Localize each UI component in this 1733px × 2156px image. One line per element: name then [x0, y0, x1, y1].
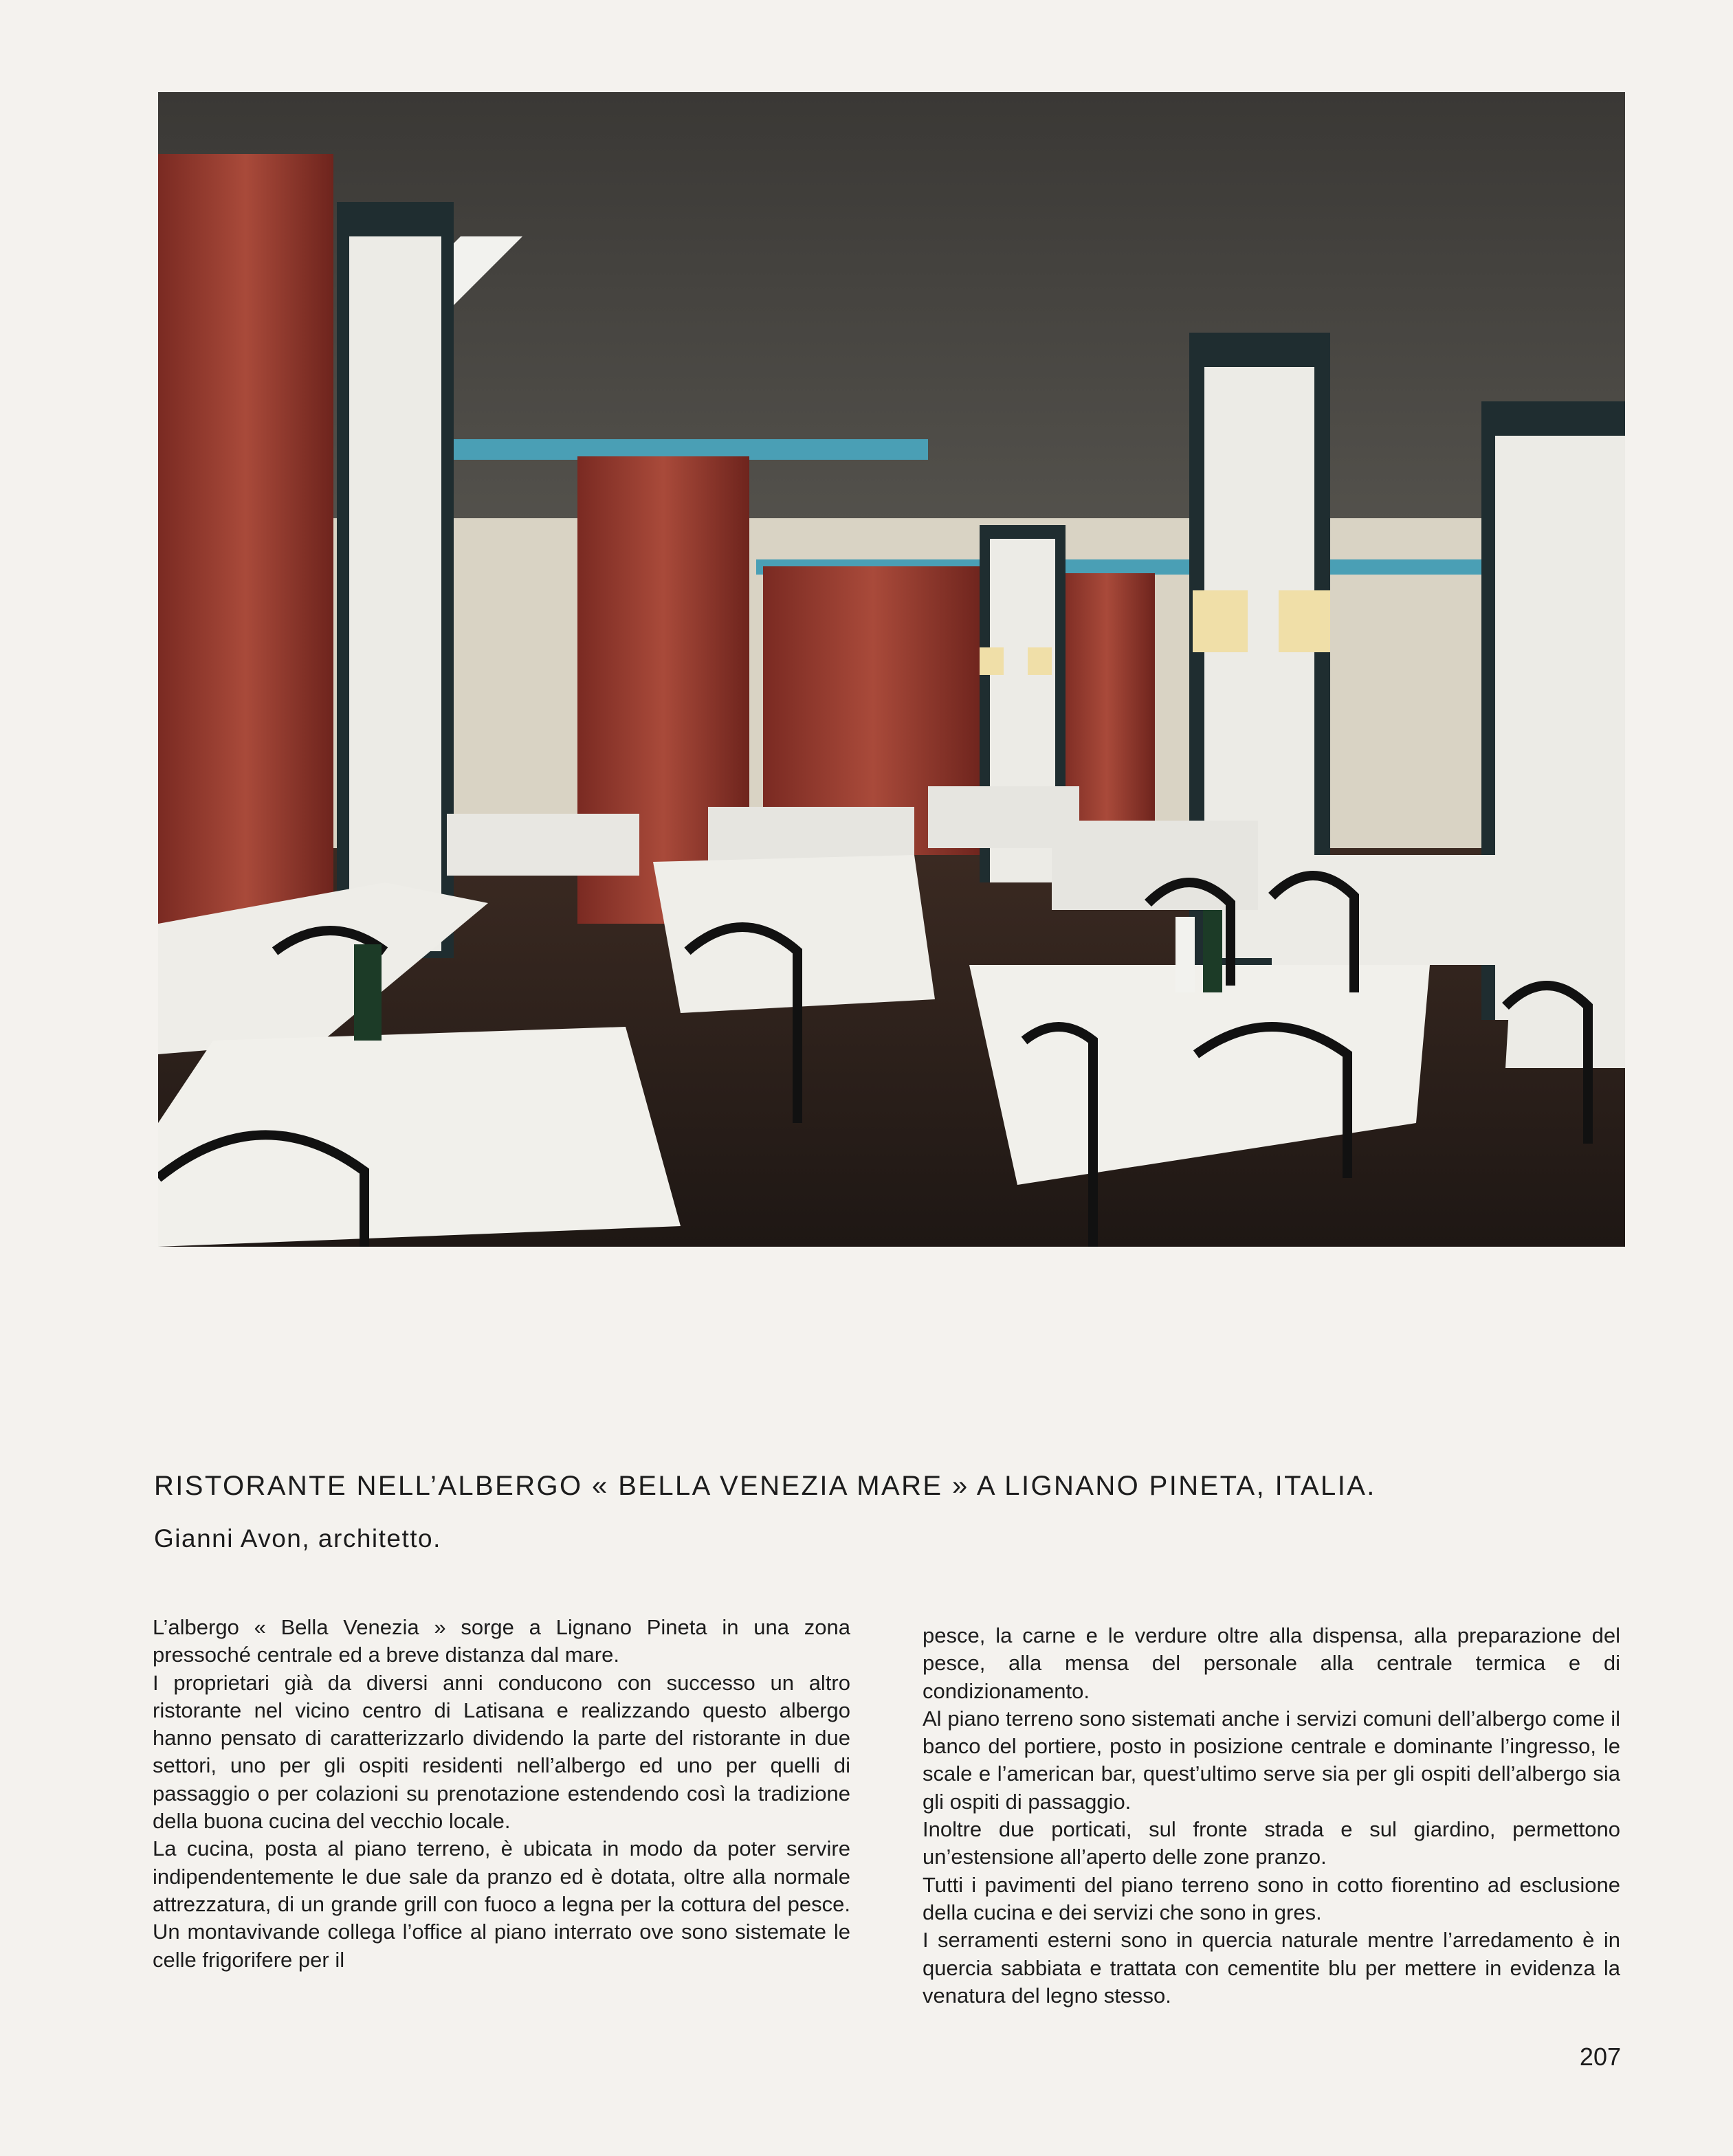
page-number: 207: [1579, 2043, 1621, 2071]
paragraph: La cucina, posta al piano terreno, è ubicata in modo da poter servire indipendentemente le due sale da pranzo ed è dotata, oltre alla normale attrezzatura, di un grande grill con fuoco a legna per la cottura del pesce. Un montavivande collega l’office al piano interrato ove sono sistemate le celle frigorifere per il: [153, 1836, 850, 1972]
restaurant-photo: [158, 92, 1625, 1247]
body-column-right: [923, 1622, 1620, 2010]
paragraph: pesce, la carne e le verdure oltre alla dispensa, alla preparazione del pesce, alla mensa del personale alla centrale termica e di condizionamento.: [923, 1623, 1620, 1703]
paragraph: Inoltre due porticati, sul fronte strada e sul giardino, permettono un’estensione all’aperto delle zone pranzo.: [923, 1817, 1620, 1869]
paragraph: L’albergo « Bella Venezia » sorge a Lignano Pineta in una zona pressoché centrale ed a breve distanza dal mare.: [153, 1615, 850, 1667]
body-column-left: [153, 1614, 850, 1974]
caption-author: Gianni Avon, architetto.: [154, 1524, 441, 1553]
paragraph: I serramenti esterni sono in quercia naturale mentre l’arredamento è in quercia sabbiata e trattata con cementite blu per mettere in evidenza la venatura del legno stesso.: [923, 1928, 1620, 2008]
caption-title: RISTORANTE NELL’ALBERGO « BELLA VENEZIA MARE » A LIGNANO PINETA, ITALIA.: [154, 1471, 1376, 1501]
paragraph: Tutti i pavimenti del piano terreno sono in cotto fiorentino ad esclusione della cucina e dei servizi che sono in gres.: [923, 1872, 1620, 1924]
paragraph: I proprietari già da diversi anni conducono con successo un altro ristorante nel vicino centro di Latisana e realizzando questo albergo hanno pensato di caratterizzarlo dividendo la parte del ristorante in due settori, uno per gli ospiti residenti nell’albergo ed uno per quelli di passaggio o per colazioni su prenotazione estendendo così la tradizione della buona cucina del vecchio locale.: [153, 1670, 850, 1834]
paragraph: Al piano terreno sono sistemati anche i servizi comuni dell’albergo come il banco del portiere, posto in posizione centrale e dominante l’ingresso, le scale e l’american bar, quest’ultimo serve sia per gli ospiti dell’albergo sia gli ospiti di passaggio.: [923, 1706, 1620, 1814]
